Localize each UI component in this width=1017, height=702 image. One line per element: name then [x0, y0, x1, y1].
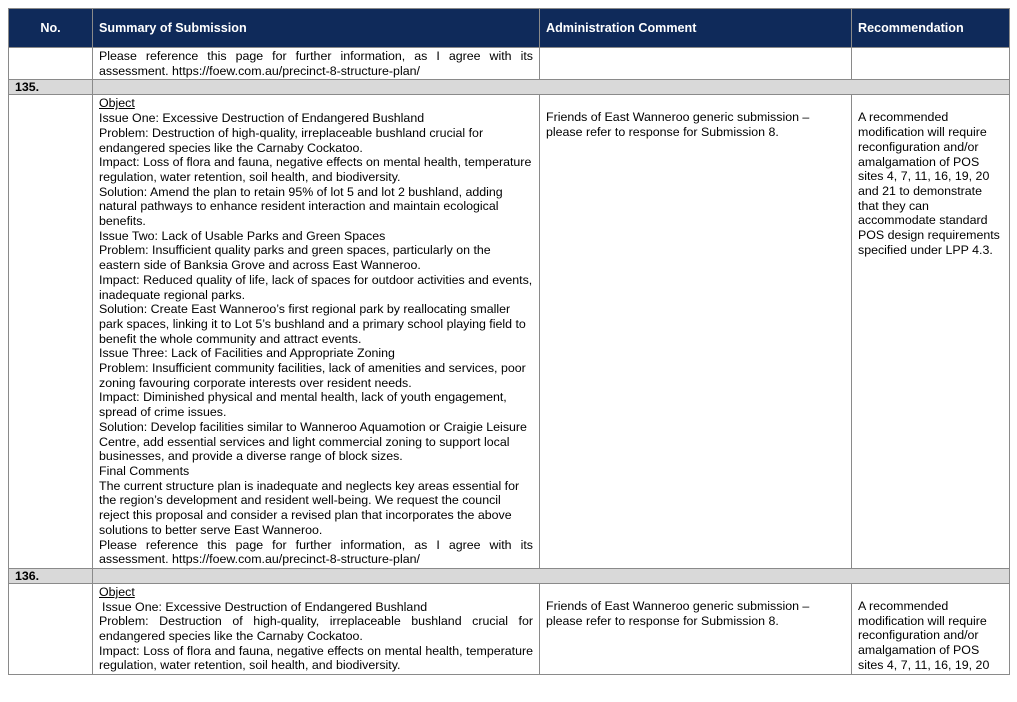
summary-line: Solution: Amend the plan to retain 95% of lot 5 and lot 2 bushland, adding natural pathways to enhance resident interaction and maintain ecological benefits. — [99, 184, 503, 229]
table-row-continuation — [9, 48, 1010, 80]
object-label: Object — [99, 96, 135, 111]
summary-line: Problem: Destruction of high-quality, irreplaceable bushland crucial for endangered species like the Carnaby Cockatoo. — [99, 614, 533, 644]
submission-number: 136. — [9, 568, 93, 583]
submissions-page — [8, 8, 1009, 675]
table-header-row — [9, 9, 1010, 48]
submissions-table — [8, 8, 1010, 675]
summary-line: Solution: Develop facilities similar to Wanneroo Aquamotion or Craigie Leisure Centre, add essential services and light commercial zoning to support local businesses, and provide a diverse range of block sizes. — [99, 419, 527, 464]
submission-number-row-136 — [9, 568, 1010, 583]
summary-line: The current structure plan is inadequate and neglects key areas essential for the region’s development and resident well-being. We request the council reject this proposal and consider a revised plan that incorporates the above solutions to better serve East Wanneroo. — [99, 478, 520, 537]
cell-recommendation-136: A recommended modification will require reconfiguration and/or amalgamation of POS sites 4, 7, 11, 16, 19, 20 — [852, 583, 1010, 674]
header-admin-comment: Administration Comment — [540, 9, 852, 48]
summary-line: Problem: Insufficient community facilities, lack of amenities and services, poor zoning favouring corporate interests over resident needs. — [99, 361, 526, 390]
header-summary: Summary of Submission — [93, 9, 540, 48]
cell-no-empty — [9, 583, 93, 674]
header-no: No. — [9, 9, 93, 48]
header-recommendation: Recommendation — [852, 9, 1010, 48]
table-row-136 — [9, 583, 1010, 674]
cell-recommendation-135: A recommended modification will require reconfiguration and/or amalgamation of POS sites 4, 7, 11, 16, 19, 20 and 21 to demonstrate that they can accommodate standard POS design requirements specified under LPP 4.3. — [852, 95, 1010, 569]
separator-cell — [93, 80, 1010, 95]
summary-line: Final Comments — [99, 463, 190, 478]
summary-line: Issue One: Excessive Destruction of Endangered Bushland — [102, 599, 428, 614]
summary-line: Solution: Create East Wanneroo’s first regional park by reallocating smaller park spaces, linking it to Lot 5’s bushland and a primary school playing field to benefit the whole community and attract events. — [99, 302, 526, 346]
separator-cell — [93, 568, 1010, 583]
cell-rec-empty — [852, 48, 1010, 80]
table-row-135 — [9, 95, 1010, 569]
summary-line: Impact: Loss of flora and fauna, negative effects on mental health, temperature regulation, water retention, soil health, and biodiversity. — [99, 155, 532, 184]
cell-summary-135 — [93, 95, 540, 569]
cell-summary-136 — [93, 583, 540, 674]
cell-admin-comment-135: Friends of East Wanneroo generic submission – please refer to response for Submission 8. — [540, 95, 852, 569]
submission-number: 135. — [9, 80, 93, 95]
summary-closing-line: Please reference this page for further information, as I agree with its assessment. https://foew.com.au/precinct-8-structure-plan/ — [99, 537, 533, 567]
summary-line: Problem: Destruction of high-quality, irreplaceable bushland crucial for endangered species like the Carnaby Cockatoo. — [99, 125, 484, 155]
cell-no-empty — [9, 48, 93, 80]
cell-admin-comment-136: Friends of East Wanneroo generic submission – please refer to response for Submission 8. — [540, 583, 852, 674]
cell-admin-empty — [540, 48, 852, 80]
summary-line: Impact: Reduced quality of life, lack of spaces for outdoor activities and events, inadequate regional parks. — [99, 272, 533, 302]
summary-line: Problem: Insufficient quality parks and green spaces, particularly on the eastern side of Banksia Grove and across East Wanneroo. — [99, 243, 491, 273]
summary-line: Issue One: Excessive Destruction of Endangered Bushland — [99, 111, 425, 126]
summary-line: Issue Three: Lack of Facilities and Appropriate Zoning — [99, 346, 395, 361]
summary-line: Impact: Loss of flora and fauna, negative effects on mental health, temperature regulation, water retention, soil health, and biodiversity. — [99, 643, 533, 673]
summary-line: Impact: Diminished physical and mental health, lack of youth engagement, spread of crime issues. — [99, 390, 507, 420]
summary-line: Issue Two: Lack of Usable Parks and Green Spaces — [99, 228, 386, 243]
cell-summary-continuation: Please reference this page for further information, as I agree with its assessment. https://foew.com.au/precinct-8-structure-plan/ — [93, 48, 540, 80]
object-label: Object — [99, 584, 135, 599]
submission-number-row-135 — [9, 80, 1010, 95]
cell-no-empty — [9, 95, 93, 569]
